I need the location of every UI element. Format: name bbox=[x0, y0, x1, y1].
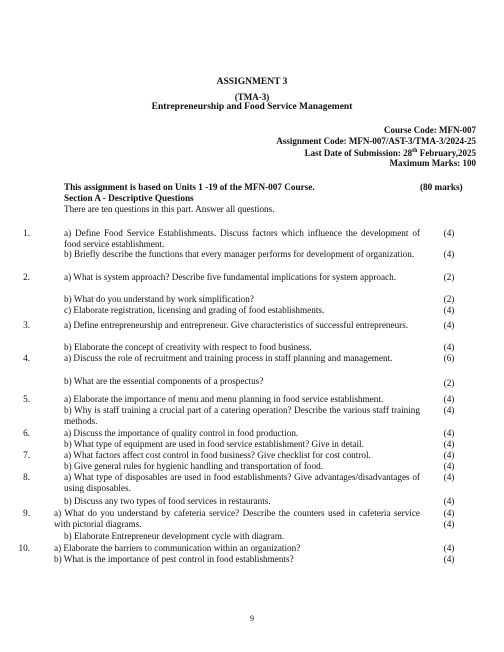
total-marks: (80 marks) bbox=[420, 182, 463, 192]
question-marks: (2) bbox=[443, 294, 455, 304]
question-number: 9. bbox=[23, 508, 30, 518]
question-number: 3. bbox=[23, 320, 30, 330]
tma-label: (TMA-3) bbox=[234, 92, 270, 102]
question-number: 2. bbox=[23, 272, 30, 282]
question-marks: (4) bbox=[443, 543, 455, 553]
question-text: b) What are the essential components of a prospectus? bbox=[64, 376, 264, 386]
question-text: a) What factors affect cost control in food business? Give checklist for cost control. bbox=[64, 450, 371, 460]
question-marks: (4) bbox=[443, 508, 455, 518]
section-instruction: There are ten questions in this part. Answer all questions. bbox=[64, 204, 275, 214]
page-number: 9 bbox=[250, 614, 254, 623]
course-code: Course Code: MFN-007 bbox=[384, 125, 476, 135]
question-number: 5. bbox=[23, 394, 30, 404]
question-text: c) Elaborate registration, licensing and grading of food establishments. bbox=[64, 305, 325, 315]
question-text: a) What do you understand by cafeteria service? Describe the counters used in cafeteria service with pictorial diagrams. bbox=[54, 508, 420, 529]
question-text: b) What do you understand by work simplification? bbox=[64, 294, 254, 304]
question-text: a) What type of disposables are used in food establishments? Give advantages/disadvantages of using disposables. bbox=[64, 472, 420, 493]
question-number: 6. bbox=[23, 428, 30, 438]
question-text: a) Define Food Service Establishments. Discuss factors which influence the development of food service establishment. bbox=[64, 228, 420, 249]
question-marks: (4) bbox=[443, 496, 455, 506]
question-text: b) Why is staff training a crucial part of a catering operation? Describe the various staff training methods. bbox=[64, 405, 420, 426]
question-marks: (4) bbox=[443, 519, 455, 529]
question-text: a) Elaborate the barriers to communication within an organization? bbox=[54, 543, 301, 553]
question-marks: (4) bbox=[443, 305, 455, 315]
course-title: Entrepreneurship and Food Service Management bbox=[151, 102, 353, 112]
question-marks: (4) bbox=[443, 394, 455, 404]
question-number: 4. bbox=[23, 353, 30, 363]
assignment-code: Assignment Code: MFN-007/AST-3/TMA-3/2024-25 bbox=[276, 136, 476, 146]
question-number: 7. bbox=[23, 450, 30, 460]
question-text: a) Discuss the importance of quality control in food production. bbox=[64, 428, 299, 438]
question-text: a) Define entrepreneurship and entrepreneur. Give characteristics of successful entrepreneurs. bbox=[64, 320, 409, 330]
question-marks: (2) bbox=[443, 378, 455, 388]
question-marks: (4) bbox=[443, 342, 455, 352]
question-marks: (6) bbox=[443, 353, 455, 363]
question-text: b) Briefly describe the functions that every manager performs for development of organization. bbox=[64, 249, 415, 259]
question-marks: (4) bbox=[443, 439, 455, 449]
question-text: b) Elaborate Entrepreneur development cycle with diagram. bbox=[64, 531, 285, 541]
question-text: a) Discuss the role of recruitment and training process in staff planning and management. bbox=[64, 353, 393, 363]
question-marks: (4) bbox=[443, 450, 455, 460]
question-marks: (4) bbox=[443, 472, 455, 482]
question-number: 1. bbox=[23, 228, 30, 238]
question-marks: (4) bbox=[443, 405, 455, 415]
maximum-marks: Maximum Marks: 100 bbox=[389, 158, 476, 168]
question-text: b) Give general rules for hygienic handling and transportation of food. bbox=[64, 461, 323, 471]
last-date-of-submission: Last Date of Submission: 28th February,2025 bbox=[304, 148, 476, 158]
question-marks: (4) bbox=[443, 461, 455, 471]
question-text: b) Elaborate the concept of creativity with respect to food business. bbox=[64, 342, 312, 352]
section-heading: Section A - Descriptive Questions bbox=[64, 193, 194, 203]
question-text: b) Discuss any two types of food services in restaurants. bbox=[64, 496, 271, 506]
question-text: a) What is system approach? Describe five fundamental implications for system approach. bbox=[64, 272, 397, 282]
question-number: 10. bbox=[18, 543, 30, 553]
question-text: a) Elaborate the importance of menu and menu planning in food service establishment. bbox=[64, 394, 384, 404]
question-text: b) What is the importance of pest control in food establishments? bbox=[54, 554, 294, 564]
question-marks: (4) bbox=[443, 249, 455, 259]
question-marks: (4) bbox=[443, 428, 455, 438]
assignment-title: ASSIGNMENT 3 bbox=[216, 77, 288, 87]
question-marks: (2) bbox=[443, 272, 455, 282]
assignment-basis: This assignment is based on Units 1 -19 of the MFN-007 Course. bbox=[64, 182, 315, 192]
question-marks: (4) bbox=[443, 320, 455, 330]
question-number: 8. bbox=[23, 472, 30, 482]
question-marks: (4) bbox=[443, 554, 455, 564]
question-marks: (4) bbox=[443, 228, 455, 238]
question-text: b) What type of equipment are used in food service establishment? Give in detail. bbox=[64, 439, 364, 449]
